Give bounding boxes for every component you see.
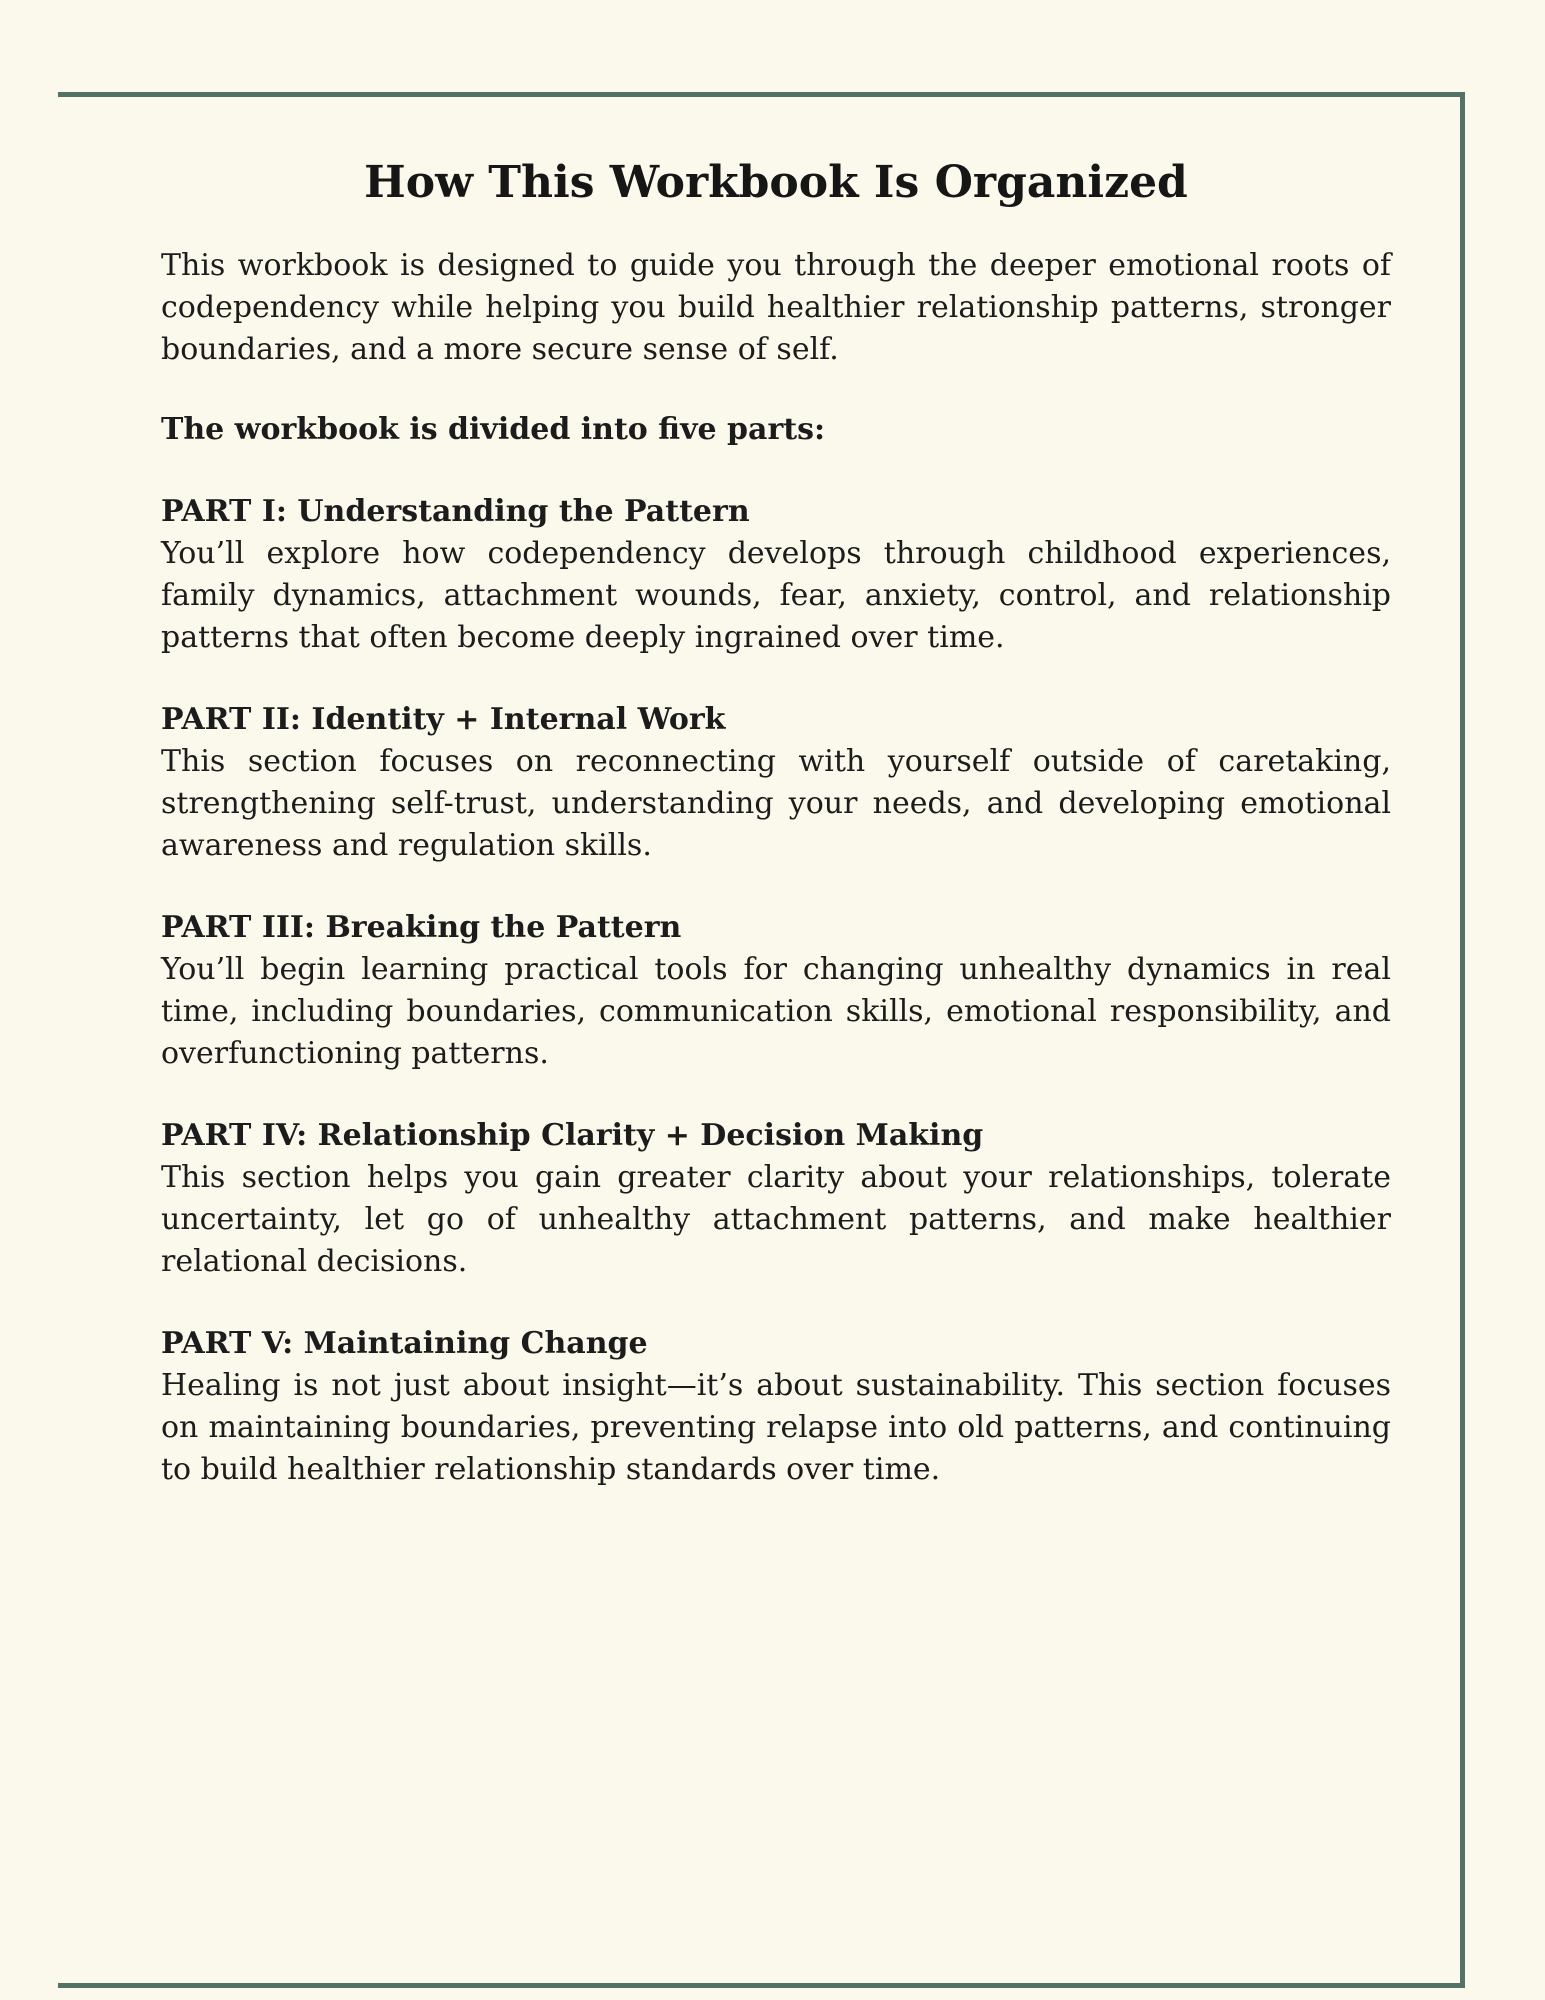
part-heading: PART V: Maintaining Change <box>161 1326 648 1362</box>
part-heading: PART I: Understanding the Pattern <box>161 494 750 530</box>
part-description: This section helps you gain greater clarity about your relationships, tolerate uncertainty, let go of unhealthy attachment patterns, and make healthier relational decisions. <box>161 1160 1391 1280</box>
part-section-5 <box>161 1323 1391 1491</box>
part-section-4 <box>161 1115 1391 1283</box>
intro-paragraph: This workbook is designed to guide you through the deeper emotional roots of codependency while helping you build healthier relationship patterns, stronger boundaries, and a more secure sense of self. <box>161 248 1391 368</box>
page-content <box>161 154 1391 1531</box>
part-section-2 <box>161 699 1391 867</box>
parts-lead: The workbook is divided into five parts: <box>161 412 826 448</box>
part-section-3 <box>161 907 1391 1075</box>
part-description: You’ll begin learning practical tools for changing unhealthy dynamics in real time, including boundaries, communication skills, emotional responsibility, and overfunctioning patterns. <box>161 952 1391 1072</box>
part-description: Healing is not just about insight—it’s about sustainability. This section focuses on maintaining boundaries, preventing relapse into old patterns, and continuing to build healthier relationship standards over time. <box>161 1368 1391 1488</box>
part-description: This section focuses on reconnecting with yourself outside of caretaking, strengthening self-trust, understanding your needs, and developing emotional awareness and regulation skills. <box>161 744 1391 864</box>
part-description: You’ll explore how codependency develops through childhood experiences, family dynamics, attachment wounds, fear, anxiety, control, and relationship patterns that often become deeply ingrained over time. <box>161 536 1391 656</box>
part-heading: PART II: Identity + Internal Work <box>161 702 726 738</box>
part-section-1 <box>161 491 1391 659</box>
part-heading: PART III: Breaking the Pattern <box>161 910 682 946</box>
part-heading: PART IV: Relationship Clarity + Decision Making <box>161 1118 984 1154</box>
page-title: How This Workbook Is Organized <box>364 157 1188 208</box>
